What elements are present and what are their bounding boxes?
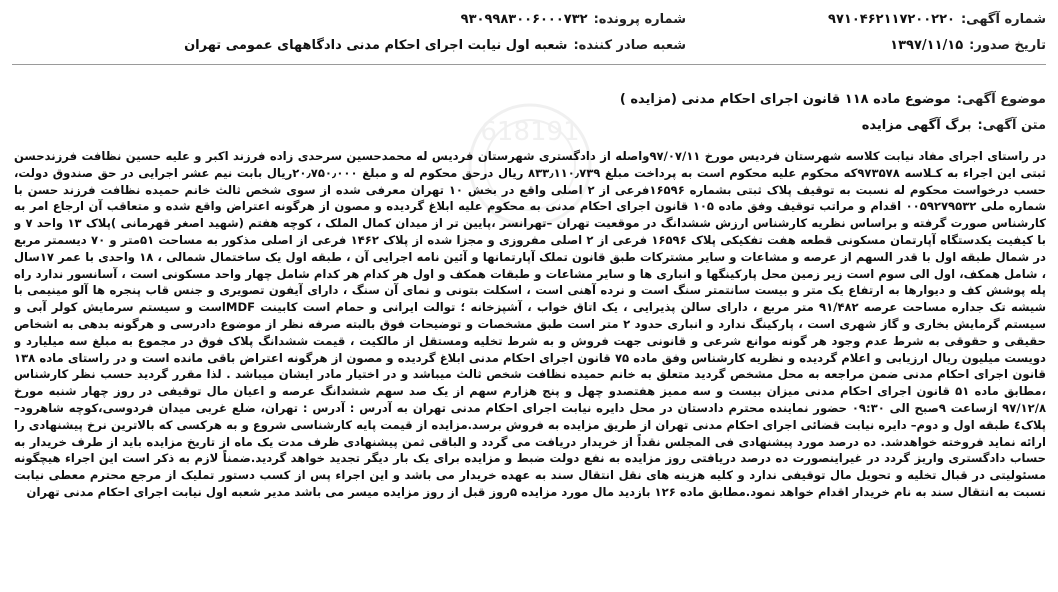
subject-label: موضوع آگهی: — [956, 91, 1046, 107]
header-row-2 — [12, 34, 1046, 56]
notice-number: ۹۷۱۰۴۶۲۱۱۷۲۰۰۲۲۰ — [828, 11, 955, 27]
issuer: شعبه اول نیابت اجرای احکام مدنی دادگاههای عمومی تهران — [184, 37, 568, 53]
notice-body: در راستای اجرای مفاد نیابت کلاسه شهرستان فردیس مورخ ۹۷/۰۷/۱۱واصله از دادگستری شهرستان فردیس له محمدحسین سرحدی زاده فرزند اکبر و علیه حسین نظافت فرزندحسن ثبتی این اجراء به کـلاسه ۹۷۳۵۷۸که محکوم علیه محکوم است به پرداخت مبلغ ۸۳۳٫۱۱۰٫۷۳۹ ریال درحق محکوم له و مبلغ ۲۰٫۷۵۰٫۰۰۰ریال بابت نیم عشر اجرایی در حق صندوق دولت، حسب درخواست محکوم له نسبت به توقیف پلاک ثبتی بشماره ۱۶۵۹۶فرعی از ۲ اصلی واقع در بخش ۱۰ تهران معرفی شده از سوی شخص ثالث خانم حمیده نظافت فرزند حسن با شماره ملی ۰۰۵۹۲۷۹۵۳۲ اقدام و مراتب توقیف وفق ماده ۱۰۵ قانون اجرای احکام مدنی به محکوم علیه ابلاغ گردیده و مصون از هرگونه اعتراض واقع شده و متعاقب آن ارجاع امر به کارشناس صورت گرفته و براساس نظریه کارشناس ارزش ششدانگ در موقعیت تهران –تهرانسر ،پایین تر از میدان کمال الملک ، کوچه هفتم (شهید اصغر قهرمانی )پلاک ۱۳ واحد ۷ و با کیفیت یکدستگاه آپارتمان مسکونی قطعه هفت تفکیکی پلاک ۱۶۵۹۶ فرعی از ۲ اصلی مفروزی و مجزا شده از پلاک ۱۴۶۲ فرعی از اصلی مذکور به مساحت ۵۱متر و ۷۰ دیسمتر مربع در شمال طبقه اول با قدر السهم از عرصه و مشاعات و سایر مشترکات طبق قانون تملک آپارتمانها و آئین نامه اجرایی آن ، طبقه اول یک ساختمال شمالی ، ۱۸ واحدی با عمر ۱۷سال ، شامل همکف، اول الی سوم است زیر زمین محل پارکینگها و انباری ها و سایر مشاعات و طبقات همکف و اول هر کدام هر کدام شامل چهار واحد مسکونی است ، آسانسور ندارد راه پله پوشش کف و دیوارها به ارتفاع یک متر و بیست سانتمتر سنگ است و نرده آهنی است ، اسکلت بتونی و نمای آن سنگ ، دارای آیفون تصویری و جنس قاب پنجره ها آلو مینیمی با شیشه تک جداره مساحت عرصه ۹۱/۴۸۲ متر مربع ، دارای سالن پذیرایی ، یک اتاق خواب ، آشپزخانه ؛ توالت ایرانی و حمام است کابینت MDFاست و سیستم سرمایش کولر آبی و سیستم گرمایش بخاری و گاز شهری است ، پارکینگ ندارد و انباری حدود ۲ متر است طبق مشخصات و توضیحات فوق بالبته صرفه نظر از موضوع دادرسی و هرگونه بدهی به اشخاص حقیقی و حقوقی به شرط عدم وجود هر گونه موانع شرعی و قانونی جهت فروش و به شرط تخلیه ومستقل از مالکیت ، قیمت ششدانگ پلاک فوق در مجموع به مبلغ سه میلیارد و دویست میلیون ریال ارزیابی و اعلام گردیده و نظریه کارشناس وفق ماده ۷۵ قانون اجرای احکام مدنی ابلاغ گردیده و مصون از هرگونه اعتراض باقی مانده است و در راستای ماده ۱۳۸ قانون اجرای احکام مدنی ضمن مراجعه به محل مشخص گردید متعلق به خانم حمیده نظافت شخص ثالث میباشد و در اختیار مادر ایشان میباشد . لذا مقرر گردید حسب نظر کارشناس ،مطابق ماده ۵۱ قانون اجرای احکام مدنی میزان بیست و سه ممیز هفتصدو چهل و پنج هزارم سهم از یک صد سهم ششدانگ عرصه و اعیان مال توقیفی در روز چهار شنبه مورخ ۹۷/۱۲/۸ ازساعت ۹صبح الی ۰۹:۳۰ حضور نماینده محترم دادستان در محل دایره نیابت اجرای احکام مدنی تهران به آدرس : آدرس : تهران، ضلع غربی میدان فردوسی،کوچه شاهرود–پلاک٤ طبقه اول و دوم– دایره نیابت قضائی اجرای احکام مدنی تهران از طریق مزایده به فروش برسد.مزایده از قیمت پایه کارشناسی شروع و به هرکسی که بالاترین نرخ پیشنهادی را ارائه نماید فروخته خواهدشد. ده درصد مورد پیشنهادی فی المجلس نقداً از خریدار دریافت می گردد و الباقی ثمن پیشنهادی ظرف مدت یک ماه از تاریخ مزایده باید از طرف خریدار به حساب دادگستری واریز گردد در غیراینصورت ده درصد دریافتی روز مزایده به نفع دولت ضبط و مزایده برای یک بار دیگر تجدید خواهد گردید.ضمناً لازم به ذکر است این اجراء هیچگونه مسئولیتی در قبال تخلیه و تحویل مال توقیفی ندارد و کلیه هزینه های نقل انتقال سند به عهده خریدار می باشد و این اجراء پس از کسب دستور تملیک از مرجع محترم معطی نیابت نسبت به انتقال سند به نام خریدار اقدام خواهد نمود.مطابق ماده ۱۲۶ بازدید مال مورد مزایده ۵روز قبل از روز مزایده میسر می باشد مدیر شعبه اول نیابت اجرای احکام مدنی تهران — [14, 149, 1046, 499]
svg-text:618191: 618191 — [480, 117, 580, 147]
header-row-1 — [12, 8, 1046, 30]
subject-value: موضوع ماده ۱۱۸ قانون اجرای احکام مدنی (مزایده ) — [619, 91, 951, 107]
notice-text-value: برگ آگهی مزایده — [861, 117, 972, 133]
header-divider — [12, 64, 1046, 65]
issue-date: ۱۳۹۷/۱۱/۱۵ — [890, 37, 964, 53]
issue-date-label: تاریخ صدور: — [969, 37, 1046, 53]
case-number: ۹۳۰۹۹۸۳۰۰۶۰۰۰۷۳۲ — [460, 11, 588, 27]
notice-number-label: شماره آگهی: — [960, 11, 1046, 27]
notice-text-row — [12, 114, 1046, 136]
case-number-label: شماره پرونده: — [593, 11, 686, 27]
issuer-label: شعبه صادر کننده: — [573, 37, 686, 53]
subject-row — [12, 88, 1046, 110]
notice-text-label: متن آگهی: — [977, 117, 1046, 133]
